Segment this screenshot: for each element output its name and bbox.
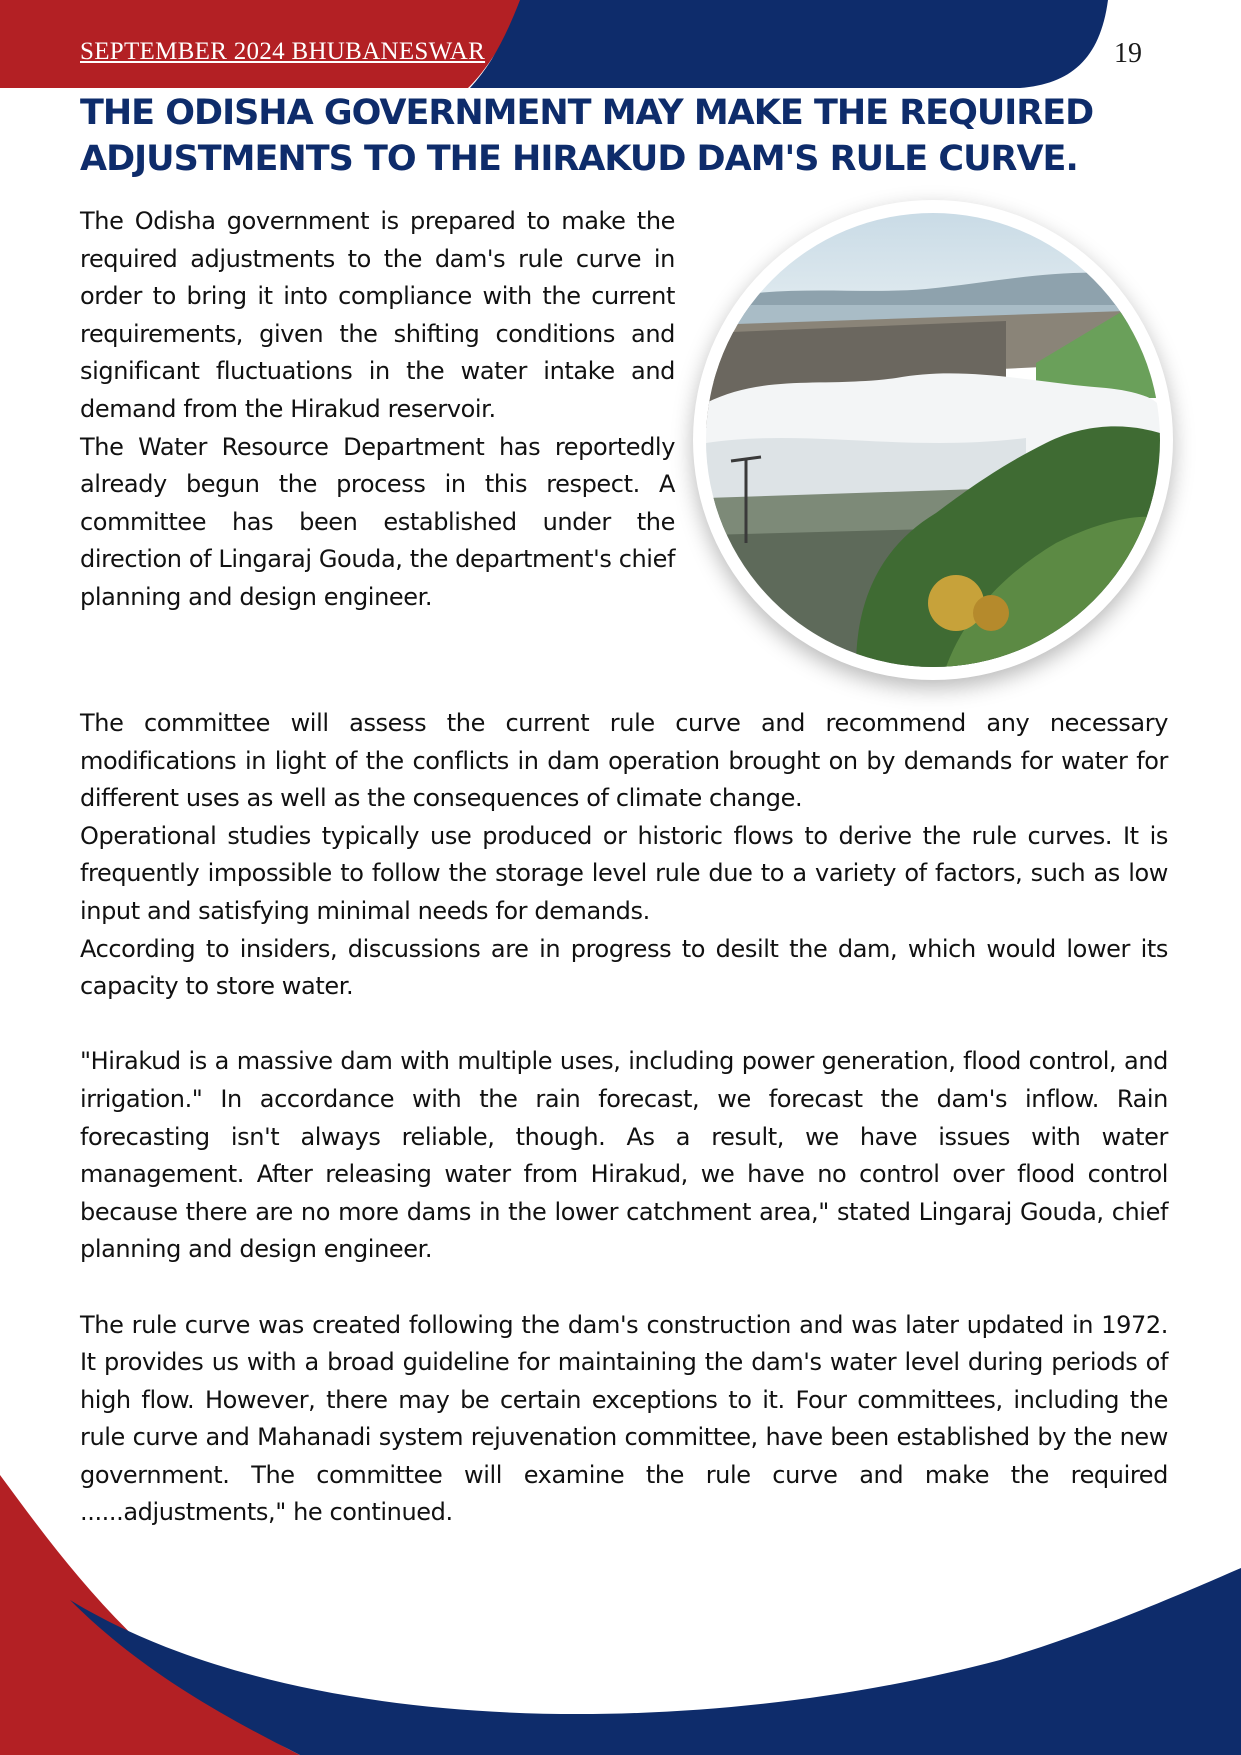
flowering-shrub <box>928 575 984 631</box>
article-paragraph: The committee will assess the current rule curve and recommend any necessary modifications in light of the conflicts in dam operation brought on by demands for water for different uses as well as the consequences of climate change. <box>80 709 1168 813</box>
flowering-shrub <box>973 595 1009 631</box>
article-paragraph: Operational studies typically use produced or historic flows to derive the rule curves. It is frequently impossible to follow the storage level rule due to a variety of factors, such as low input and satisfying minimal needs for demands. <box>80 821 1168 925</box>
article-paragraph: The rule curve was created following the dam's construction and was later updated in 1972. It provides us with a broad guideline for maintaining the dam's water level during periods of high flow. However, there may be certain exceptions to it. Four committees, including the rule curve and Mahanadi system rejuvenation committee, have been established by the new government. The committee will examine the rule curve and make the required ......adjustments," he continued. <box>80 1310 1168 1527</box>
dam-photo <box>693 200 1173 680</box>
article-intro-column <box>80 203 675 617</box>
article-quote: "Hirakud is a massive dam with multiple uses, including power generation, flood control, and irrigation." In accordance with the rain forecast, we forecast the dam's inflow. Rain forecasting isn't always reliable, though. As a result, we have issues with water management. After releasing water from Hirakud, we have no control over flood control because there are no more dams in the lower catchment area," stated Lingaraj Gouda, chief planning and design engineer. <box>80 1047 1168 1264</box>
article-title: THE ODISHA GOVERNMENT MAY MAKE THE REQUIRED ADJUSTMENTS TO THE HIRAKUD DAM'S RULE CURVE. <box>80 93 1094 179</box>
header-banner-navy <box>470 0 1108 88</box>
paragraph-spacer <box>80 1006 1168 1044</box>
article-body <box>80 705 1168 1532</box>
article-paragraph: The Water Resource Department has reportedly already begun the process in this respect. A committee has been established under the direction of Lingaraj Gouda, the department's chief planning and design engineer. <box>80 432 675 611</box>
issue-date-place: SEPTEMBER 2024 BHUBANESWAR <box>80 38 486 65</box>
article-paragraph: The Odisha government is prepared to make the required adjustments to the dam's rule curve in order to bring it into compliance with the current requirements, given the shifting conditions and significant fluctuations in the water intake and demand from the Hirakud reservoir. <box>80 207 675 423</box>
article-paragraph: According to insiders, discussions are in progress to desilt the dam, which would lower its capacity to store water. <box>80 934 1168 1001</box>
dam-photo-illustration <box>706 213 1160 667</box>
paragraph-spacer <box>80 1269 1168 1307</box>
page-number: 19 <box>1114 38 1142 69</box>
